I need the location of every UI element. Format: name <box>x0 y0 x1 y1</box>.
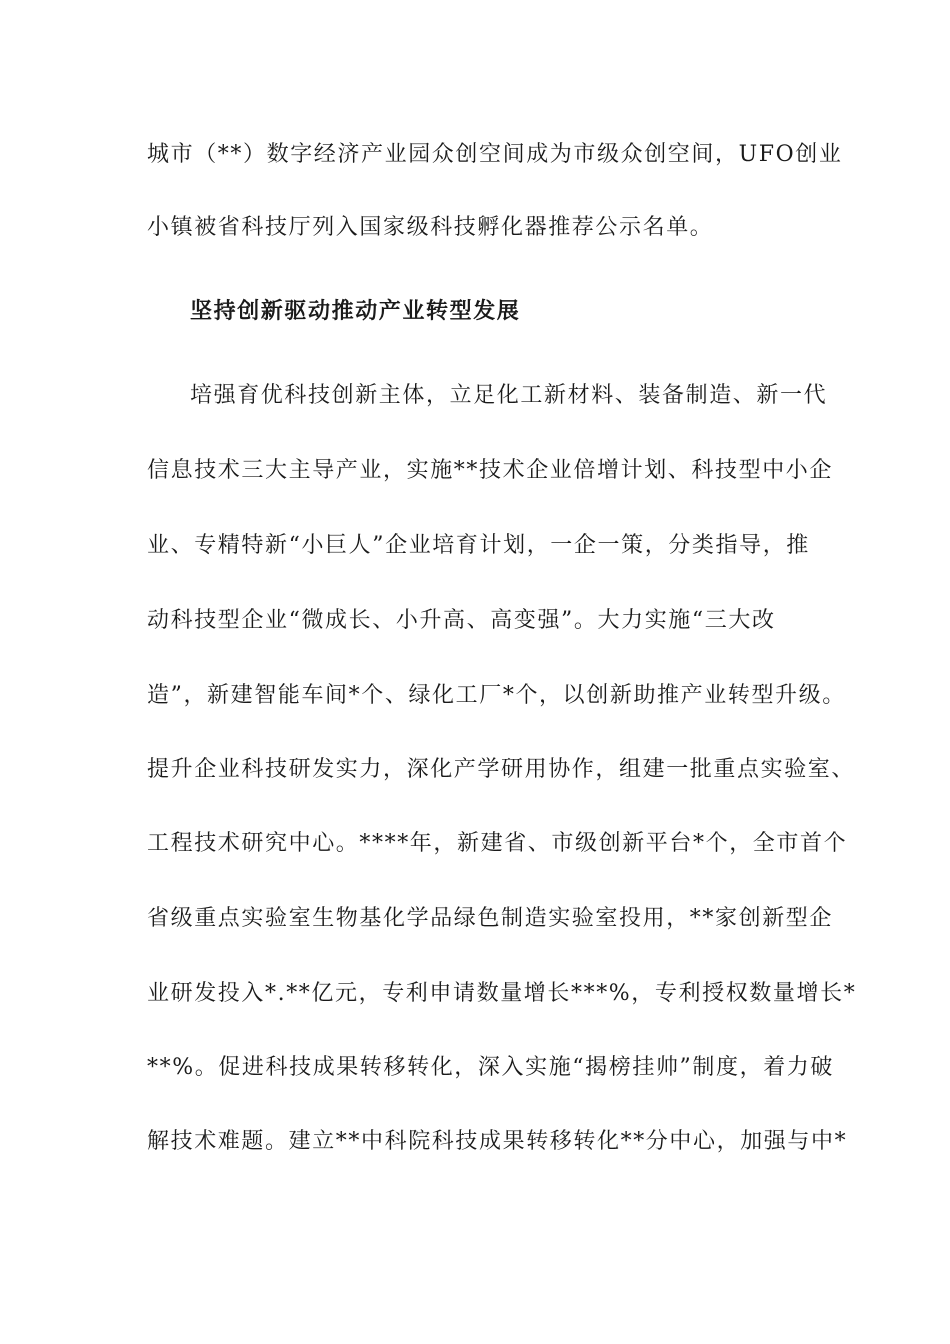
paragraph-line: 业研发投入*.**亿元，专利申请数量增长***%，专利授权数量增长* <box>147 981 857 1006</box>
paragraph-line: 造”，新建智能车间*个、绿化工厂*个，以创新助推产业转型升级。 <box>147 683 846 708</box>
paragraph-line: 提升企业科技研发实力，深化产学研用协作，组建一批重点实验室、 <box>147 757 856 782</box>
paragraph-line: 业、专精特新“小巨人”企业培育计划，一企一策，分类指导，推 <box>147 533 810 558</box>
paragraph-line: 工程技术研究中心。****年，新建省、市级创新平台*个，全市首个 <box>147 831 848 856</box>
paragraph-line: 动科技型企业“微成长、小升高、高变强”。大力实施“三大改 <box>147 608 776 633</box>
paragraph-line: 培强育优科技创新主体，立足化工新材料、装备制造、新一代 <box>190 383 828 408</box>
paragraph-line: 省级重点实验室生物基化学品绿色制造实验室投用，**家创新型企 <box>147 906 834 931</box>
paragraph-line: 信息技术三大主导产业，实施**技术企业倍增计划、科技型中小企 <box>147 458 834 483</box>
paragraph-line: 小镇被省科技厅列入国家级科技孵化器推荐公示名单。 <box>147 215 714 240</box>
paragraph-line: 解技术难题。建立**中科院科技成果转移转化**分中心，加强与中* <box>147 1129 848 1154</box>
section-heading: 坚持创新驱动推动产业转型发展 <box>190 298 521 324</box>
paragraph-line: **%。促进科技成果转移转化，深入实施“揭榜挂帅”制度，着力破 <box>147 1055 835 1080</box>
paragraph-line: 城市（**）数字经济产业园众创空间成为市级众创空间，UFO创业 <box>147 142 843 167</box>
